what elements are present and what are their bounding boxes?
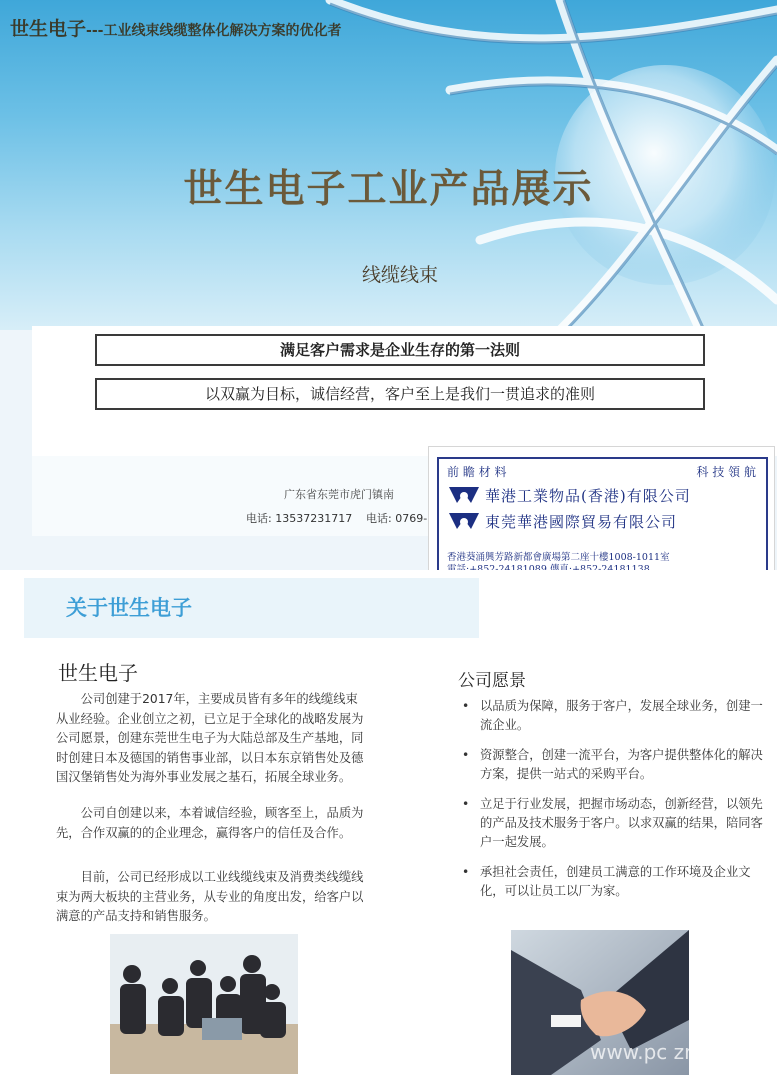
vision-item-text: 以品质为保障，服务于客户，发展全球业务，创建一流企业。 — [480, 699, 763, 732]
slogan-primary: 满足客户需求是企业生存的第一法则 — [95, 334, 705, 366]
card-tagline-left: 前 瞻 材 料 — [447, 465, 507, 479]
brand-tagline: ---工业线束线缆整体化解决方案的优化者 — [86, 23, 342, 39]
card-address-hk: 香港葵涌興芳路新都會廣場第二座十樓1008-1011室 — [447, 552, 670, 563]
company-heading: 世生电子 — [58, 661, 138, 685]
bullet-icon: • — [462, 865, 470, 879]
page-title: 世生电子工业产品展示 — [183, 167, 594, 212]
slogan-panel — [32, 326, 777, 456]
company-paragraph: 目前，公司已经形成以工业线缆线束及消费类线缆线束为两大板块的主营业务，从专业的角度出发，给客户以满意的产品支持和销售服务。 — [56, 870, 364, 923]
company-name-hk: 華港工業物品(香港)有限公司 — [485, 487, 691, 505]
bullet-icon: • — [462, 699, 470, 713]
vision-item — [458, 697, 768, 735]
vision-item — [458, 795, 768, 852]
company-paragraph: 公司创建于2017年，主要成员皆有多年的线缆线束从业经验。企业创立之初，已立足于全球化的战略发展为公司愿景，创建东莞世生电子为大陆总部及生产基地，同时创建日本及德国的销售事业部，以日本东京销售处及德国汉堡销售处为海外事业发展之基石，拓展全球业务。 — [56, 692, 364, 784]
team-meeting-photo — [110, 934, 298, 1074]
vision-item — [458, 746, 768, 784]
vision-heading: 公司愿景 — [458, 671, 526, 691]
vision-item-text: 立足于行业发展，把握市场动态，创新经营，以领先的产品及技术服务于客户。以求双赢的结果，陪同客户一起发展。 — [480, 797, 763, 849]
page-subtitle: 线缆线束 — [362, 264, 439, 286]
company-logo-icon — [449, 513, 479, 529]
about-title: 关于世生电子 — [66, 596, 192, 620]
contact-address: 广东省东莞市虎门镇南 — [284, 488, 394, 501]
card-tagline-right: 科 技 領 航 — [696, 465, 756, 479]
vision-item-text: 承担社会责任，创建员工满意的工作环境及企业文化，可以让员工以厂为家。 — [480, 865, 751, 898]
vision-item — [458, 863, 768, 901]
vision-list — [458, 697, 768, 912]
contact-phone: 电话: 13537231717 — [246, 512, 353, 525]
bullet-icon: • — [462, 797, 470, 811]
brand-name: 世生电子 — [10, 18, 87, 40]
cover-banner — [0, 0, 777, 330]
watermark-text: www.pc zrc.com — [590, 1040, 752, 1064]
vision-item-text: 资源整合，创建一流平台，为客户提供整体化的解决方案，提供一站式的采购平台。 — [480, 748, 763, 781]
brand-line — [10, 14, 341, 41]
company-paragraph: 公司自创建以来，本着诚信经验，顾客至上，品质为先，合作双赢的的企业理念，赢得客户的信任及合作。 — [56, 806, 364, 840]
bullet-icon: • — [462, 748, 470, 762]
company-name-dg: 東莞華港國際貿易有限公司 — [485, 513, 678, 531]
company-logo-icon — [449, 487, 479, 503]
contact-phone-2: 电话: 0769- — [366, 512, 428, 525]
slogan-secondary: 以双赢为目标，诚信经营，客户至上是我们一贯追求的准则 — [95, 378, 705, 410]
